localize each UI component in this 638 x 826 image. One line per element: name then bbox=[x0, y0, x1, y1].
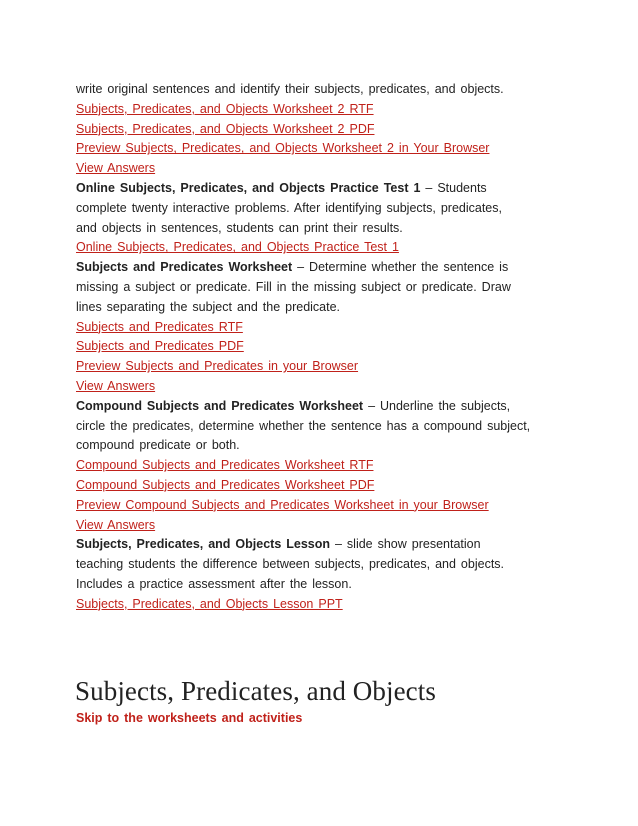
compound-preview-link[interactable]: Preview Compound Subjects and Predicates Worksheet in your Browser bbox=[76, 497, 489, 512]
compound-rtf-link[interactable]: Compound Subjects and Predicates Worksheet RTF bbox=[76, 458, 374, 473]
compound-desc-line-3: compound predicate or both. bbox=[76, 438, 240, 453]
sp-answers-link[interactable]: View Answers bbox=[76, 378, 156, 393]
document-body bbox=[76, 80, 576, 615]
skip-to-worksheets-link[interactable]: Skip to the worksheets and activities bbox=[76, 711, 303, 725]
sp-rtf-link[interactable]: Subjects and Predicates RTF bbox=[76, 319, 243, 334]
test1-desc-line-1 bbox=[76, 179, 576, 199]
lesson-desc-line-2: teaching students the difference between subjects, predicates, and objects. bbox=[76, 557, 505, 572]
lesson-ppt-link[interactable]: Subjects, Predicates, and Objects Lesson PPT bbox=[76, 596, 343, 611]
ws2-pdf-link[interactable]: Subjects, Predicates, and Objects Worksheet 2 PDF bbox=[76, 121, 375, 136]
sp-ws-desc-line-1 bbox=[76, 258, 576, 278]
sp-ws-title: Subjects and Predicates Worksheet bbox=[76, 260, 293, 275]
lesson-desc-lead: – slide show presentation bbox=[330, 537, 481, 552]
test1-desc-line-2: complete twenty interactive problems. After identifying subjects, predicates, bbox=[76, 200, 502, 215]
sp-ws-desc-line-2: missing a subject or predicate. Fill in the missing subject or predicate. Draw bbox=[76, 279, 511, 294]
compound-desc-line-2: circle the predicates, determine whether the sentence has a compound subject, bbox=[76, 418, 531, 433]
compound-answers-link[interactable]: View Answers bbox=[76, 517, 156, 532]
compound-desc-line-1 bbox=[76, 397, 576, 417]
ws2-preview-link[interactable]: Preview Subjects, Predicates, and Objects Worksheet 2 in Your Browser bbox=[76, 141, 490, 156]
lesson-desc-line-1 bbox=[76, 535, 576, 555]
compound-pdf-link[interactable]: Compound Subjects and Predicates Worksheet PDF bbox=[76, 477, 375, 492]
test1-desc-line-3: and objects in sentences, students can print their results. bbox=[76, 220, 403, 235]
sp-ws-desc-lead: – Determine whether the sentence is bbox=[292, 260, 509, 275]
sp-pdf-link[interactable]: Subjects and Predicates PDF bbox=[76, 339, 244, 354]
test1-desc-lead: – Students bbox=[420, 180, 487, 195]
lesson-title: Subjects, Predicates, and Objects Lesson bbox=[76, 537, 331, 552]
compound-desc-lead: – Underline the subjects, bbox=[363, 398, 511, 413]
compound-title: Compound Subjects and Predicates Worksheet bbox=[76, 398, 364, 413]
lesson-desc-line-3: Includes a practice assessment after the lesson. bbox=[76, 576, 352, 591]
section-heading: Subjects, Predicates, and Objects bbox=[75, 676, 436, 706]
intro-text: write original sentences and identify their subjects, predicates, and objects. bbox=[76, 82, 504, 96]
sp-ws-desc-line-3: lines separating the subject and the predicate. bbox=[76, 299, 341, 314]
test1-title: Online Subjects, Predicates, and Objects Practice Test 1 bbox=[76, 180, 421, 195]
ws2-rtf-link[interactable]: Subjects, Predicates, and Objects Worksheet 2 RTF bbox=[76, 101, 374, 116]
sp-preview-link[interactable]: Preview Subjects and Predicates in your Browser bbox=[76, 359, 359, 374]
test1-link[interactable]: Online Subjects, Predicates, and Objects Practice Test 1 bbox=[76, 240, 399, 255]
ws2-answers-link[interactable]: View Answers bbox=[76, 161, 156, 176]
